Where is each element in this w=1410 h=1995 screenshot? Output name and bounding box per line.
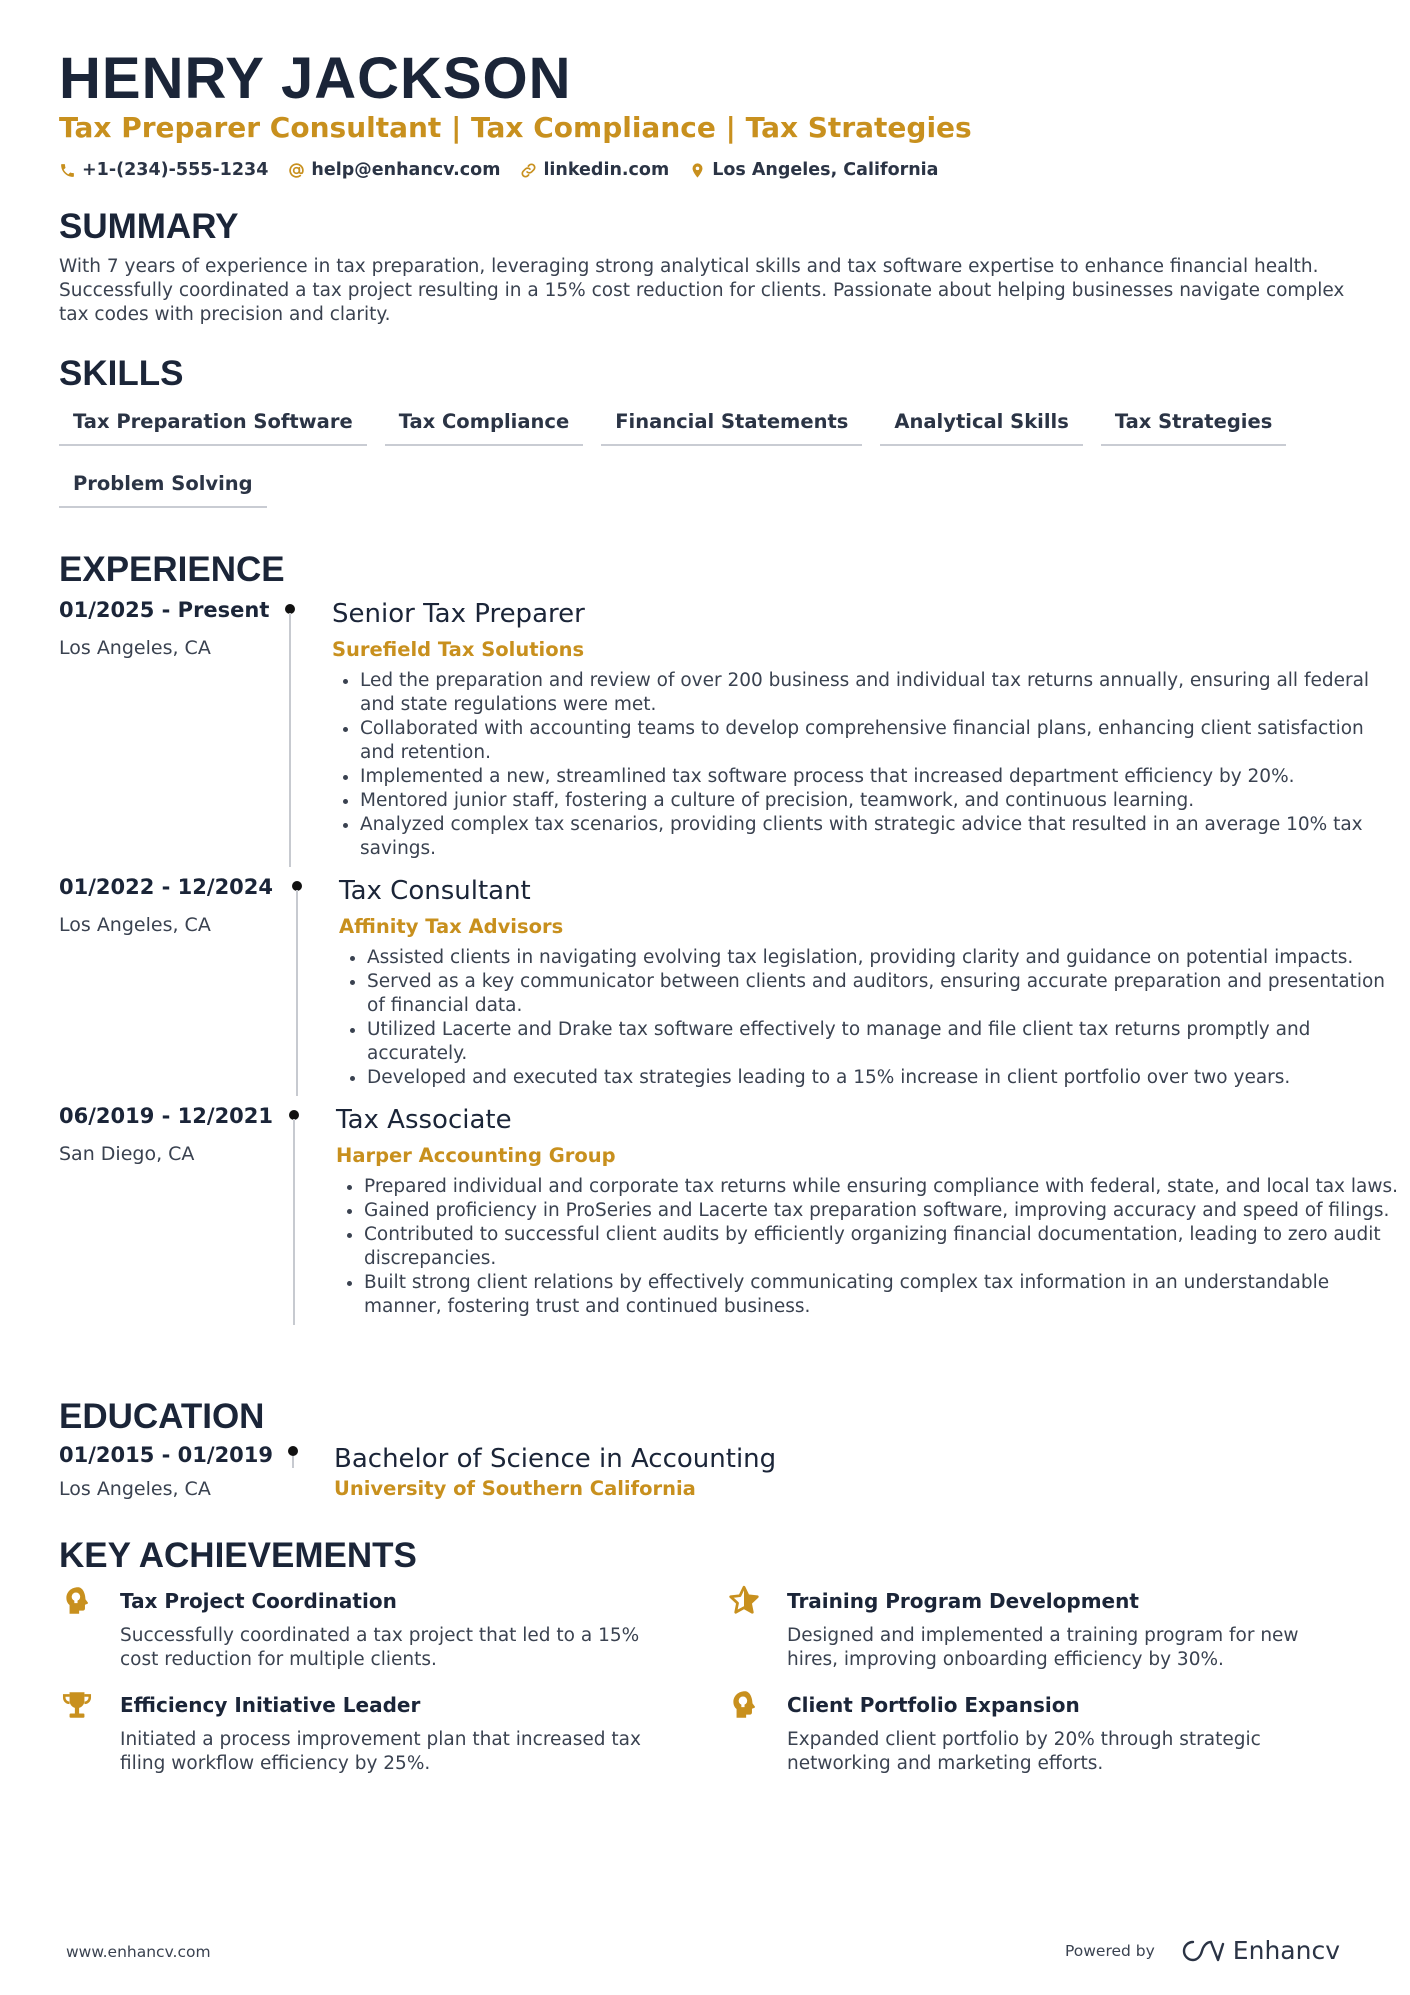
timeline-dot	[288, 1446, 298, 1456]
skill-tag: Financial Statements	[601, 408, 862, 446]
experience-heading: EXPERIENCE	[59, 550, 285, 589]
job-bullet: • Prepared individual and corporate tax returns while ensuring compliance with federal, state, and local tax laws.	[364, 1175, 1404, 1199]
footer-website-link[interactable]: www.enhancv.com	[66, 1943, 211, 1961]
skill-tag: Analytical Skills	[880, 408, 1082, 446]
skill-tag: Tax Strategies	[1101, 408, 1286, 446]
job-bullet: • Assisted clients in navigating evolving tax legislation, providing clarity and guidance on potential impacts.	[367, 946, 1407, 970]
job-bullet: • Mentored junior staff, fostering a culture of precision, teamwork, and continuous learning.	[360, 789, 1400, 813]
timeline-line	[292, 1456, 294, 1468]
company-name: Surefield Tax Solutions	[332, 638, 585, 661]
job-bullet: • Led the preparation and review of over 200 business and individual tax returns annually, ensuring all federal and state regulations were met.	[360, 669, 1400, 717]
skill-tag: Tax Preparation Software	[59, 408, 367, 446]
trophy-icon	[60, 1688, 94, 1722]
summary-text: With 7 years of experience in tax preparation, leveraging strong analytical skills and tax software expertise to enhance financial health. Successfully coordinated a tax project resulting in a 15% cost reduction for clients. Passionate about helping businesses navigate complex tax codes with precision and clarity.	[59, 256, 1345, 325]
phone-icon	[59, 162, 76, 179]
job-bullet: • Implemented a new, streamlined tax software process that increased department efficiency by 20%.	[360, 765, 1400, 789]
school-name: University of Southern California	[334, 1477, 696, 1500]
lightbulb-head-icon	[60, 1584, 94, 1618]
footer-branding	[1065, 1936, 1340, 1965]
location-pin-icon	[689, 162, 706, 179]
job-bullet: • Analyzed complex tax scenarios, providing clients with strategic advice that resulted in an average 10% tax savings.	[360, 813, 1400, 861]
skills-list	[59, 408, 1349, 508]
experience-entry	[59, 1103, 1398, 1325]
at-icon	[288, 162, 305, 179]
contact-bar	[59, 160, 939, 180]
job-title: Tax Associate	[336, 1105, 512, 1135]
job-date: 01/2022 - 12/2024	[59, 875, 274, 899]
achievement-desc: Initiated a process improvement plan that increased tax filing workflow efficiency by 25%.	[120, 1729, 641, 1774]
location-text: Los Angeles, California	[712, 160, 939, 180]
skill-tag: Tax Compliance	[385, 408, 584, 446]
summary-heading: SUMMARY	[59, 207, 239, 246]
experience-entry	[59, 597, 1370, 867]
degree-title: Bachelor of Science in Accounting	[334, 1444, 777, 1474]
enhancv-logo-icon	[1179, 1938, 1225, 1964]
achievement-item	[727, 1584, 1347, 1670]
phone-text: +1-(234)-555-1234	[82, 160, 269, 180]
achievement-title: Training Program Development	[787, 1589, 1139, 1613]
contact-location	[689, 160, 938, 180]
powered-by-label: Powered by	[1064, 1941, 1155, 1960]
job-location: Los Angeles, CA	[59, 637, 211, 659]
job-location: San Diego, CA	[59, 1143, 195, 1165]
job-bullets	[336, 1175, 1404, 1319]
achievement-desc: Successfully coordinated a tax project that led to a 15% cost reduction for multiple clients.	[120, 1625, 640, 1670]
linkedin-text: linkedin.com	[543, 160, 670, 180]
contact-email[interactable]	[288, 160, 500, 180]
star-icon	[727, 1584, 761, 1618]
timeline-line	[296, 890, 298, 1096]
company-name: Harper Accounting Group	[336, 1144, 616, 1167]
timeline-line	[289, 613, 291, 867]
job-bullets	[339, 946, 1407, 1090]
achievement-title: Tax Project Coordination	[120, 1589, 397, 1613]
achievement-item	[60, 1584, 680, 1670]
job-bullet: • Gained proficiency in ProSeries and Lacerte tax preparation software, improving accuracy and speed of filings.	[364, 1199, 1404, 1223]
candidate-name: HENRY JACKSON	[59, 46, 572, 111]
achievement-item	[60, 1688, 680, 1774]
job-bullet: • Collaborated with accounting teams to develop comprehensive financial plans, enhancing client satisfaction and retention.	[360, 717, 1400, 765]
job-date: 06/2019 - 12/2021	[59, 1104, 274, 1128]
company-name: Affinity Tax Advisors	[339, 915, 564, 938]
job-bullet: • Served as a key communicator between clients and auditors, ensuring accurate preparation and presentation of financial data.	[367, 970, 1407, 1018]
job-title: Tax Consultant	[339, 876, 531, 906]
education-entry	[59, 1442, 1359, 1512]
achievement-title: Efficiency Initiative Leader	[120, 1693, 421, 1717]
education-date: 01/2015 - 01/2019	[59, 1443, 274, 1467]
lightbulb-head-icon	[727, 1688, 761, 1722]
job-bullets	[332, 669, 1400, 861]
link-icon	[520, 162, 537, 179]
headline: Tax Preparer Consultant | Tax Compliance | Tax Strategies	[59, 111, 972, 144]
job-bullet: • Utilized Lacerte and Drake tax software effectively to manage and file client tax returns promptly and accurately.	[367, 1018, 1407, 1066]
achievement-title: Client Portfolio Expansion	[787, 1693, 1080, 1717]
job-bullet: • Built strong client relations by effectively communicating complex tax information in an understandable manner, fostering trust and continued business.	[364, 1271, 1404, 1319]
skills-heading: SKILLS	[59, 354, 184, 393]
job-bullet: • Developed and executed tax strategies leading to a 15% increase in client portfolio over two years.	[367, 1066, 1407, 1090]
skill-tag: Problem Solving	[59, 470, 267, 508]
contact-phone[interactable]	[59, 160, 268, 180]
enhancv-logo[interactable]	[1179, 1936, 1340, 1965]
education-location: Los Angeles, CA	[59, 1478, 211, 1500]
achievements-heading: KEY ACHIEVEMENTS	[59, 1536, 417, 1575]
achievement-item	[727, 1688, 1347, 1774]
education-heading: EDUCATION	[59, 1397, 265, 1436]
brand-name: Enhancv	[1232, 1936, 1340, 1965]
job-title: Senior Tax Preparer	[332, 599, 585, 629]
email-text: help@enhancv.com	[311, 160, 501, 180]
achievement-desc: Expanded client portfolio by 20% through strategic networking and marketing efforts.	[787, 1729, 1261, 1774]
contact-linkedin[interactable]	[520, 160, 669, 180]
timeline-line	[293, 1119, 295, 1325]
achievement-desc: Designed and implemented a training program for new hires, improving onboarding efficiency by 30%.	[787, 1625, 1299, 1670]
job-bullet: • Contributed to successful client audits by efficiently organizing financial documentation, leading to zero audit discrepancies.	[364, 1223, 1404, 1271]
job-location: Los Angeles, CA	[59, 914, 211, 936]
job-date: 01/2025 - Present	[59, 598, 270, 622]
experience-entry	[59, 874, 1386, 1096]
